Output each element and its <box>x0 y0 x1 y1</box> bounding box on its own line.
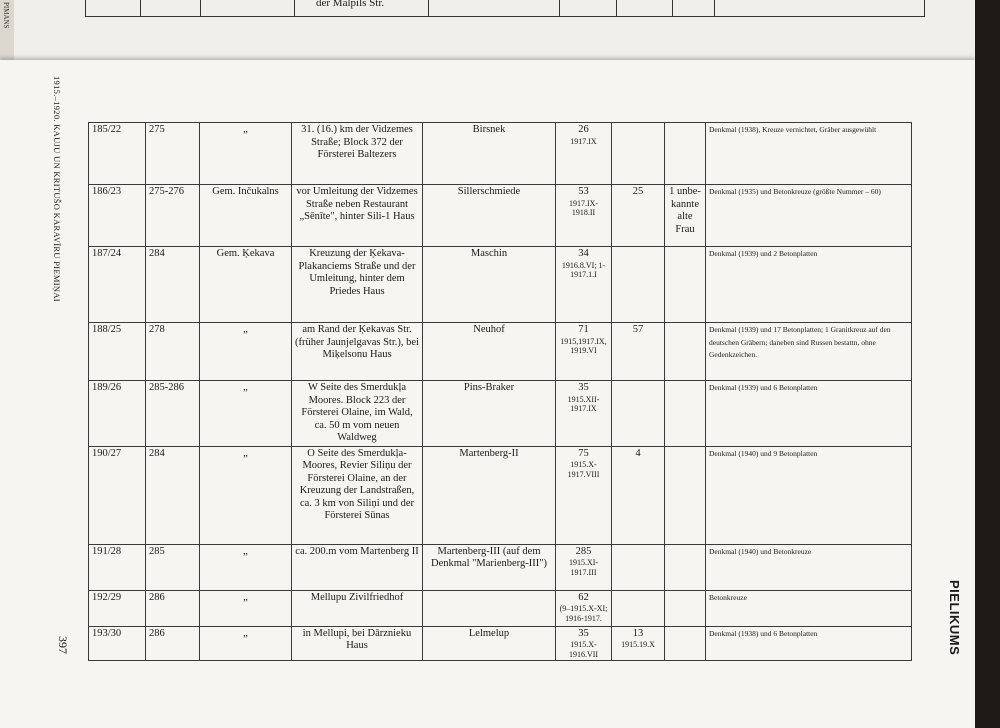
row-col8 <box>665 544 706 590</box>
row-number: 191/28 <box>89 544 146 590</box>
row-count-cell <box>556 323 612 381</box>
row-col8: 1 unbe-kannte alte Frau <box>665 185 706 247</box>
row-location: am Rand der Ķekavas Str. (früher Jaunjelgavas Str.), bei Miķelsonu Haus <box>292 323 423 381</box>
row-count-cell <box>556 590 612 626</box>
row-count: 35 <box>578 627 589 639</box>
row-col7-cell <box>612 626 665 661</box>
row-count: 62 <box>578 591 589 603</box>
row-notes: Denkmal (1939) und 2 Betonplatten <box>706 247 912 323</box>
table-row <box>89 123 912 185</box>
running-head: 1915.–1920. KAUJU UN KRITUŠO KARAVĪRU PIEMIŅAI <box>52 76 62 302</box>
row-count-cell <box>556 544 612 590</box>
row-location: W Seite des Smerdukļa Moores. Block 223 der Försterei Olaine, im Wald, ca. 50 m vom neuen Waldweg <box>292 381 423 447</box>
row-count: 53 <box>578 186 589 197</box>
row-col7 <box>612 590 665 626</box>
page-number: 397 <box>56 636 70 654</box>
row-count: 285 <box>575 545 592 557</box>
section-title: PIELIKUMS <box>947 580 962 656</box>
row-location: vor Umleitung der Vidzemes Straße neben Restaurant „Sēnīte", hinter Sili-1 Haus <box>292 185 423 247</box>
row-number: 193/30 <box>89 626 146 661</box>
row-col7: 4 <box>612 446 665 544</box>
row-german-name: Maschin <box>423 247 556 323</box>
row-col7 <box>612 381 665 447</box>
row-parish: „ <box>200 544 292 590</box>
row-number: 188/25 <box>89 323 146 381</box>
row-col7: 25 <box>612 185 665 247</box>
row-notes: Denkmal (1939) und 6 Betonplatten <box>706 381 912 447</box>
row-count: 26 <box>578 124 589 135</box>
row-dates: 1916.8.VI; 1-1917.1.I <box>561 260 606 279</box>
row-parish: „ <box>200 381 292 447</box>
table-row <box>89 185 912 247</box>
row-parish: „ <box>200 446 292 544</box>
row-notes: Betonkreuze <box>706 590 912 626</box>
row-location: Mellupu Zivilfriedhof <box>292 590 423 626</box>
row-col7 <box>612 544 665 590</box>
row-col8 <box>665 590 706 626</box>
table-row <box>89 381 912 447</box>
row-dates: 1917.IX <box>570 136 597 146</box>
row-parish: „ <box>200 323 292 381</box>
row-count-cell <box>556 381 612 447</box>
row-dates: 1917.IX-1918.II <box>568 198 599 217</box>
row-number: 189/26 <box>89 381 146 447</box>
row-number: 187/24 <box>89 247 146 323</box>
table-row <box>89 590 912 626</box>
row-location: O Seite des Smerdukļa-Moores, Revier Siliņu der Försterei Olaine, an der Kreuzung der Landstraßen, ca. 3 km von Siliņi und der Försterei Sūnas <box>292 446 423 544</box>
row-dates: 1915.XI-1917.III <box>568 558 599 577</box>
row-number: 192/29 <box>89 590 146 626</box>
previous-page-fragment: der Malpils Str. <box>316 0 385 9</box>
row-location: in Mellupi, bei Dārznieku Haus <box>292 626 423 661</box>
row-dates: 1915.XII-1917.IX <box>567 394 600 413</box>
row-code: 285 <box>146 544 200 590</box>
row-code: 286 <box>146 626 200 661</box>
row-count: 35 <box>578 382 589 393</box>
row-parish: „ <box>200 590 292 626</box>
row-german-name: Neuhof <box>423 323 556 381</box>
book-edge <box>975 0 1000 728</box>
row-count-cell <box>556 247 612 323</box>
table-row <box>89 247 912 323</box>
row-german-name <box>423 590 556 626</box>
row-dates: 1915.X-1916.VII <box>568 640 599 659</box>
row-col8 <box>665 247 706 323</box>
row-code: 278 <box>146 323 200 381</box>
row-german-name: Pins-Braker <box>423 381 556 447</box>
row-code: 286 <box>146 590 200 626</box>
row-code: 285-286 <box>146 381 200 447</box>
row-notes: Denkmal (1940) und 9 Betonplatten <box>706 446 912 544</box>
row-count-cell <box>556 626 612 661</box>
row-col8 <box>665 381 706 447</box>
row-notes: Denkmal (1938) und 6 Betonplatten <box>706 626 912 661</box>
row-notes: Denkmal (1939) und 17 Betonplatten; 1 Granitkreuz auf den deutschen Gräbern; daneben sind Russen bestattn, ohne Gedenkzeichen. <box>706 323 912 381</box>
row-col8 <box>665 323 706 381</box>
row-col7: 13 <box>632 627 644 639</box>
row-code: 275-276 <box>146 185 200 247</box>
row-parish: „ <box>200 123 292 185</box>
row-number: 186/23 <box>89 185 146 247</box>
row-count-cell <box>556 123 612 185</box>
row-notes: Denkmal (1938), Kreuze vernichtet, Gräber ausgewühlt <box>706 123 912 185</box>
row-location: Kreuzung der Ķekava-Plakanciems Straße und der Umleitung, hinter dem Priedes Haus <box>292 247 423 323</box>
row-col8 <box>665 446 706 544</box>
previous-page-table <box>85 0 925 17</box>
row-count: 75 <box>578 447 589 459</box>
row-dates: 1915,1917.IX, 1919.VI <box>560 336 607 355</box>
row-col7-sub: 1915.19.X <box>621 640 655 649</box>
row-code: 284 <box>146 446 200 544</box>
row-number: 185/22 <box>89 123 146 185</box>
row-number: 190/27 <box>89 446 146 544</box>
previous-page <box>0 0 975 62</box>
row-dates: 1915.X-1917.VIII <box>567 460 600 479</box>
row-notes: Denkmal (1940) und Betonkreuze <box>706 544 912 590</box>
table-row <box>89 323 912 381</box>
row-parish: Gem. Inčukalns <box>200 185 292 247</box>
row-german-name: Martenberg-II <box>423 446 556 544</box>
row-count: 34 <box>578 248 589 259</box>
row-location: ca. 200.m vom Martenberg II <box>292 544 423 590</box>
row-german-name: Sillerschmiede <box>423 185 556 247</box>
row-german-name: Martenberg-III (auf dem Denkmal "Marienberg-III") <box>423 544 556 590</box>
row-german-name: Lelmelup <box>423 626 556 661</box>
table-row <box>89 626 912 661</box>
row-code: 284 <box>146 247 200 323</box>
row-count-cell <box>556 185 612 247</box>
row-location: 31. (16.) km der Vidzemes Straße; Block 372 der Försterei Baltezers <box>292 123 423 185</box>
table-row <box>89 544 912 590</box>
row-col7: 57 <box>612 323 665 381</box>
row-col7 <box>612 123 665 185</box>
row-col7 <box>612 247 665 323</box>
cemetery-table <box>88 122 912 661</box>
row-count: 71 <box>578 324 589 335</box>
row-dates: (9–1915.X-XI; 1916-1917. <box>559 604 608 623</box>
table-row <box>89 446 912 544</box>
row-german-name: Birsnek <box>423 123 556 185</box>
row-col8 <box>665 123 706 185</box>
row-notes: Denkmal (1935) und Betonkreuze (größte Nummer – 60) <box>706 185 912 247</box>
row-col8 <box>665 626 706 661</box>
row-parish: Gem. Ķekava <box>200 247 292 323</box>
row-count-cell <box>556 446 612 544</box>
row-code: 275 <box>146 123 200 185</box>
row-parish: „ <box>200 626 292 661</box>
previous-running-head: PIMANS <box>2 2 10 29</box>
